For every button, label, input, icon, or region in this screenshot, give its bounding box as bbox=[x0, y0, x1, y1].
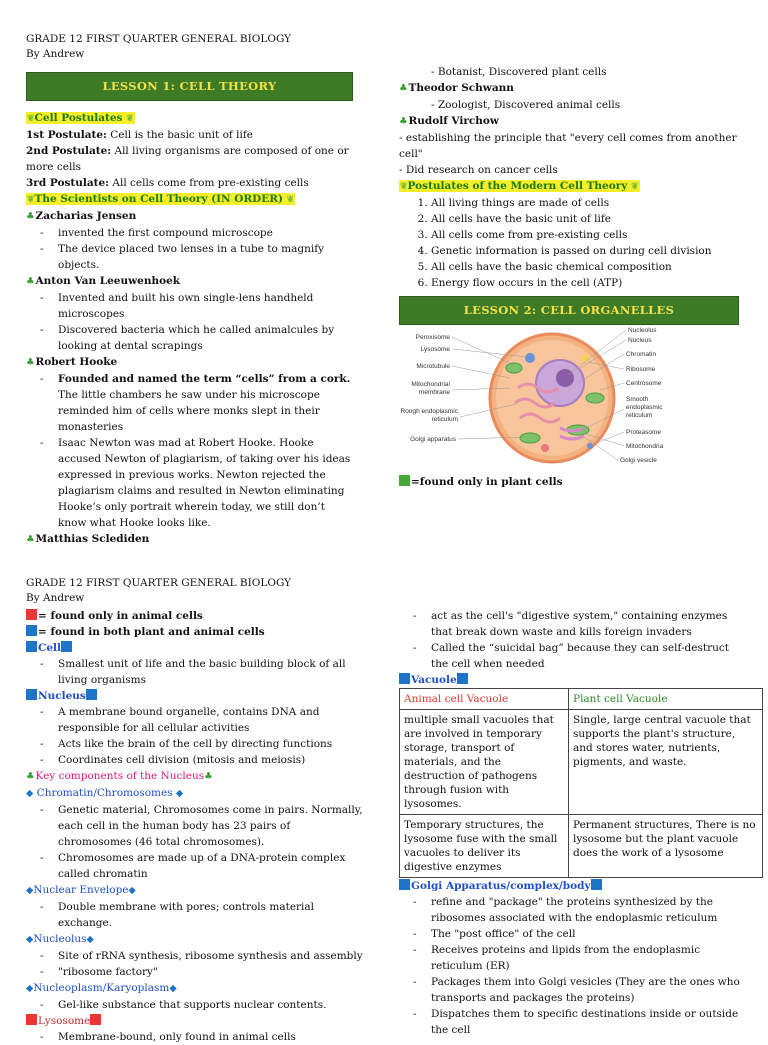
left-column bbox=[26, 608, 364, 1045]
table-cell: Single, large central vacuole that supports the plant's structure, and stores water, nutrients, pigments, and waste. bbox=[569, 710, 763, 815]
label-rough-er-2: reticulum bbox=[431, 416, 458, 423]
table-header-plant: Plant cell Vacuole bbox=[569, 689, 763, 710]
list-item: - refine and "package" the proteins synthesized by the ribosomes associated with the endoplasmic reticulum bbox=[431, 894, 745, 926]
diamond-icon: ◆ bbox=[86, 934, 94, 945]
clover-icon: ♣ bbox=[399, 116, 408, 127]
scientists-heading: ❦The Scientists on Cell Theory (IN ORDER) ❦ bbox=[27, 193, 295, 205]
table-header-animal: Animal cell Vacuole bbox=[400, 689, 569, 710]
header-title: GRADE 12 FIRST QUARTER GENERAL BIOLOGY bbox=[26, 33, 292, 45]
scientist-sclediden: ♣Matthias Sclediden bbox=[26, 533, 150, 545]
nucleoplasm-title: ◆Nucleoplasm/Karyoplasm◆ bbox=[26, 982, 177, 994]
label-peroxisome: Peroxisome bbox=[415, 334, 450, 341]
diamond-icon: ◆ bbox=[175, 788, 184, 799]
diamond-icon: ◆ bbox=[26, 934, 34, 945]
plant-legend: =found only in plant cells bbox=[399, 474, 562, 490]
schwann-point: - Zoologist, Discovered animal cells bbox=[431, 99, 621, 111]
list-item: - Dispatches them to specific destinations inside or outside the cell bbox=[431, 1006, 745, 1038]
table-row bbox=[400, 689, 763, 710]
envelope-points bbox=[26, 899, 364, 931]
blue-square-icon bbox=[86, 689, 97, 700]
envelope-title: ◆Nuclear Envelope◆ bbox=[26, 884, 136, 896]
clover-icon: ♣ bbox=[26, 771, 35, 782]
lesson-1-banner: LESSON 1: CELL THEORY bbox=[26, 72, 353, 101]
list-item: - The device placed two lenses in a tube to magnify objects. bbox=[58, 241, 353, 273]
chromatin-points bbox=[26, 802, 364, 882]
green-square-icon bbox=[399, 475, 410, 486]
diamond-icon: ◆ bbox=[26, 983, 34, 994]
postulate-1: 1st Postulate: Cell is the basic unit of life bbox=[26, 129, 253, 141]
jensen-points bbox=[26, 225, 353, 273]
right-column bbox=[399, 608, 756, 1038]
label-mitochondrial: Mitochondrial bbox=[411, 381, 450, 388]
blue-square-icon bbox=[399, 879, 410, 890]
scientist-hooke: ♣Robert Hooke bbox=[26, 356, 118, 368]
cell-drawing bbox=[490, 334, 614, 462]
list-item: 4. Genetic information is passed on during cell division bbox=[431, 243, 739, 259]
blue-square-icon bbox=[399, 673, 410, 684]
list-item: - Site of rRNA synthesis, ribosome synthesis and assembly bbox=[58, 948, 364, 964]
red-square-icon bbox=[26, 609, 37, 620]
leaf-icon: ❦ bbox=[27, 195, 35, 205]
label-golgi: Golgi apparatus bbox=[410, 436, 456, 443]
label-microtubule: Microtubule bbox=[416, 363, 450, 370]
page-header bbox=[26, 32, 291, 62]
golgi-points bbox=[399, 894, 745, 1038]
header-title: GRADE 12 FIRST QUARTER GENERAL BIOLOGY bbox=[26, 577, 292, 589]
list-item: - "ribosome factory" bbox=[58, 964, 364, 980]
scientist-virchow: ♣Rudolf Virchow bbox=[399, 115, 499, 127]
cell-title: Cell bbox=[26, 640, 364, 656]
list-item: - Smallest unit of life and the basic building block of all living organisms bbox=[58, 656, 364, 688]
postulate-3: 3rd Postulate: All cells come from pre-existing cells bbox=[26, 177, 309, 189]
red-square-icon bbox=[26, 1014, 37, 1025]
list-item: - Genetic material, Chromosomes come in pairs. Normally, each cell in the human body has 23 pairs of chromosomes (46 total chromosomes). bbox=[58, 802, 364, 850]
lysosome-points bbox=[26, 1029, 364, 1045]
list-item: - A membrane bound organelle, contains DNA and responsible for all cellular activities bbox=[58, 704, 364, 736]
label-rough-er-1: Rough endoplasmic bbox=[400, 408, 458, 415]
diamond-icon: ◆ bbox=[128, 885, 136, 896]
nucleolus-points bbox=[26, 948, 364, 980]
diamond-icon: ◆ bbox=[169, 983, 177, 994]
label-centrosome: Centrosome bbox=[626, 380, 662, 387]
label-smooth: Smooth bbox=[626, 396, 649, 403]
list-item: 2. All cells have the basic unit of life bbox=[431, 211, 739, 227]
leeuwenhoek-points bbox=[26, 290, 353, 354]
label-nucleus: Nucleus bbox=[628, 337, 652, 344]
animal-cell-diagram bbox=[400, 327, 690, 468]
vacuole-title: Vacuole bbox=[399, 672, 745, 688]
table-row bbox=[400, 815, 763, 878]
table-row bbox=[400, 710, 763, 815]
label-mitochondria: Mitochondria bbox=[626, 443, 664, 450]
label-membrane: membrane bbox=[418, 389, 450, 396]
list-item: - Double membrane with pores; controls material exchange. bbox=[58, 899, 364, 931]
sclediden-point: - Botanist, Discovered plant cells bbox=[431, 66, 607, 78]
scientist-leeuwenhoek: ♣Anton Van Leeuwenhoek bbox=[26, 275, 181, 287]
list-item: - Packages them into Golgi vesicles (They are the ones who transports and packages the proteins) bbox=[431, 974, 745, 1006]
list-item: - invented the first compound microscope bbox=[58, 225, 353, 241]
nucleus-points bbox=[26, 704, 364, 768]
leaf-icon: ❦ bbox=[126, 114, 134, 124]
label-golgi-vesicle: Golgi vesicle bbox=[620, 457, 657, 464]
list-item: - Gel-like substance that supports nuclear contents. bbox=[58, 997, 364, 1013]
list-item: - Receives proteins and lipids from the endoplasmic reticulum (ER) bbox=[431, 942, 745, 974]
label-endoplasmic: endoplasmic bbox=[626, 404, 663, 411]
clover-icon: ♣ bbox=[204, 771, 213, 782]
modern-theory-heading: ❦Postulates of the Modern Cell Theory ❦ bbox=[400, 180, 639, 192]
label-ribosome: Ribosome bbox=[626, 366, 656, 373]
clover-icon: ♣ bbox=[26, 357, 35, 368]
list-item: - act as the cell's "digestive system," containing enzymes that break down waste and kills foreign invaders bbox=[431, 608, 745, 640]
leaf-icon: ❦ bbox=[400, 182, 408, 192]
blue-square-icon bbox=[26, 625, 37, 636]
page-header bbox=[26, 576, 291, 606]
list-item: - Chromosomes are made up of a DNA-protein complex called chromatin bbox=[58, 850, 364, 882]
postulate-2: 2nd Postulate: All living organisms are composed of one or more cells bbox=[26, 145, 349, 173]
leaf-icon: ❦ bbox=[631, 182, 639, 192]
label-nucleolus: Nucleolus bbox=[628, 327, 657, 334]
right-column bbox=[399, 64, 739, 291]
lysosome-title: Lysosome bbox=[26, 1013, 364, 1029]
blue-square-icon bbox=[591, 879, 602, 890]
clover-icon: ♣ bbox=[26, 276, 35, 287]
blue-square-icon bbox=[61, 641, 72, 652]
table-cell: Permanent structures, There is no lysosome but the plant vacuole does the work of a lysosome bbox=[569, 815, 763, 878]
vacuole-table bbox=[399, 688, 763, 878]
list-item: 1. All living things are made of cells bbox=[431, 195, 739, 211]
diamond-icon: ◆ bbox=[26, 788, 34, 799]
left-column bbox=[26, 72, 353, 548]
clover-icon: ♣ bbox=[399, 83, 408, 94]
header-author: By Andrew bbox=[26, 592, 85, 604]
header-author: By Andrew bbox=[26, 48, 85, 60]
label-reticulum: reticulum bbox=[626, 412, 653, 419]
nucleoplasm-points bbox=[26, 997, 364, 1013]
label-proteasome: Proteasome bbox=[626, 429, 662, 436]
list-item: - Invented and built his own single-lens handheld microscopes bbox=[58, 290, 353, 322]
cell-points bbox=[26, 656, 364, 688]
cell-postulates-heading: ❦Cell Postulates ❦ bbox=[27, 112, 134, 124]
document-page-2 bbox=[0, 568, 768, 1043]
label-lysosome: Lysosome bbox=[420, 346, 450, 353]
red-square-icon bbox=[90, 1014, 101, 1025]
label-chromatin: Chromatin bbox=[626, 351, 656, 358]
blue-square-icon bbox=[26, 641, 37, 652]
leaf-icon: ❦ bbox=[286, 195, 295, 205]
virchow-line-2: - Did research on cancer cells bbox=[399, 164, 558, 176]
nucleus-title: Nucleus bbox=[26, 688, 364, 704]
list-item: - Discovered bacteria which he called animalcules by looking at dental scrapings bbox=[58, 322, 353, 354]
scientist-schwann: ♣Theodor Schwann bbox=[399, 82, 514, 94]
list-item: - Membrane-bound, only found in animal cells bbox=[58, 1029, 364, 1045]
list-item: - Called the “suicidal bag” because they can self-destruct the cell when needed bbox=[431, 640, 745, 672]
scientist-jensen: ♣Zacharias Jensen bbox=[26, 210, 137, 222]
list-item: - Isaac Newton was mad at Robert Hooke. Hooke accused Newton of plagiarism, of taking over his ideas expressed in previous works. Newton rejected the plagiarism claims and resulted in Newton eliminating Hooke’s only portrait wherein today, we still don’t know what Hooke looks like. bbox=[58, 435, 353, 531]
list-item: - Coordinates cell division (mitosis and meiosis) bbox=[58, 752, 364, 768]
modern-postulates-list bbox=[399, 195, 739, 291]
golgi-title: Golgi Apparatus/complex/body bbox=[399, 878, 745, 894]
legend-both: = found in both plant and animal cells bbox=[26, 624, 364, 640]
key-components-heading: ♣Key components of the Nucleus♣ bbox=[26, 770, 213, 782]
list-item: - The "post office" of the cell bbox=[431, 926, 745, 942]
table-cell: Temporary structures, the lysosome fuse with the small vacuoles to deliver its digestive enzymes bbox=[400, 815, 569, 878]
nucleolus-title: ◆Nucleolus◆ bbox=[26, 933, 94, 945]
list-item: - Founded and named the term “cells” from a cork. The little chambers he saw under his microscope reminded him of cells where monks slept in their monasteries bbox=[58, 371, 353, 435]
clover-icon: ♣ bbox=[26, 211, 35, 222]
list-item: - Acts like the brain of the cell by directing functions bbox=[58, 736, 364, 752]
diamond-icon: ◆ bbox=[26, 885, 34, 896]
legend-animal: = found only in animal cells bbox=[26, 608, 364, 624]
virchow-line-1: - establishing the principle that "every cell comes from another cell" bbox=[399, 132, 737, 160]
lesson-2-banner: LESSON 2: CELL ORGANELLES bbox=[399, 296, 739, 325]
list-item: 5. All cells have the basic chemical composition bbox=[431, 259, 739, 275]
table-cell: multiple small vacuoles that are involved in temporary storage, transport of materials, and the destruction of pathogens through fusion with lysosomes. bbox=[400, 710, 569, 815]
leaf-icon: ❦ bbox=[27, 114, 35, 124]
blue-square-icon bbox=[457, 673, 468, 684]
list-item: 3. All cells come from pre-existing cells bbox=[431, 227, 739, 243]
clover-icon: ♣ bbox=[26, 534, 35, 545]
list-item: 6. Energy flow occurs in the cell (ATP) bbox=[431, 275, 739, 291]
lysosome-continued bbox=[399, 608, 745, 672]
chromatin-title: ◆ Chromatin/Chromosomes ◆ bbox=[26, 787, 184, 799]
hooke-points bbox=[26, 371, 353, 531]
blue-square-icon bbox=[26, 689, 37, 700]
